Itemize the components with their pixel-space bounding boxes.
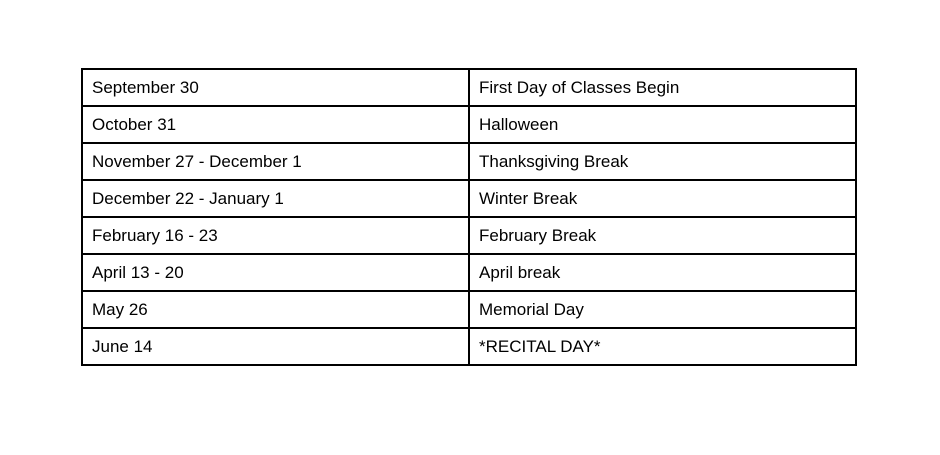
table-row [82,328,856,365]
date-cell: May 26 [82,291,469,328]
date-cell: June 14 [82,328,469,365]
event-cell: Winter Break [469,180,856,217]
event-cell: Thanksgiving Break [469,143,856,180]
event-cell: Memorial Day [469,291,856,328]
schedule-table-body [82,69,856,365]
date-cell: December 22 - January 1 [82,180,469,217]
table-row [82,69,856,106]
table-row [82,217,856,254]
table-row [82,143,856,180]
event-cell: *RECITAL DAY* [469,328,856,365]
table-row [82,106,856,143]
date-cell: February 16 - 23 [82,217,469,254]
date-cell: September 30 [82,69,469,106]
schedule-table [81,68,857,366]
event-cell: Halloween [469,106,856,143]
date-cell: April 13 - 20 [82,254,469,291]
event-cell: April break [469,254,856,291]
table-row [82,291,856,328]
table-row [82,180,856,217]
table-row [82,254,856,291]
event-cell: First Day of Classes Begin [469,69,856,106]
date-cell: October 31 [82,106,469,143]
date-cell: November 27 - December 1 [82,143,469,180]
event-cell: February Break [469,217,856,254]
